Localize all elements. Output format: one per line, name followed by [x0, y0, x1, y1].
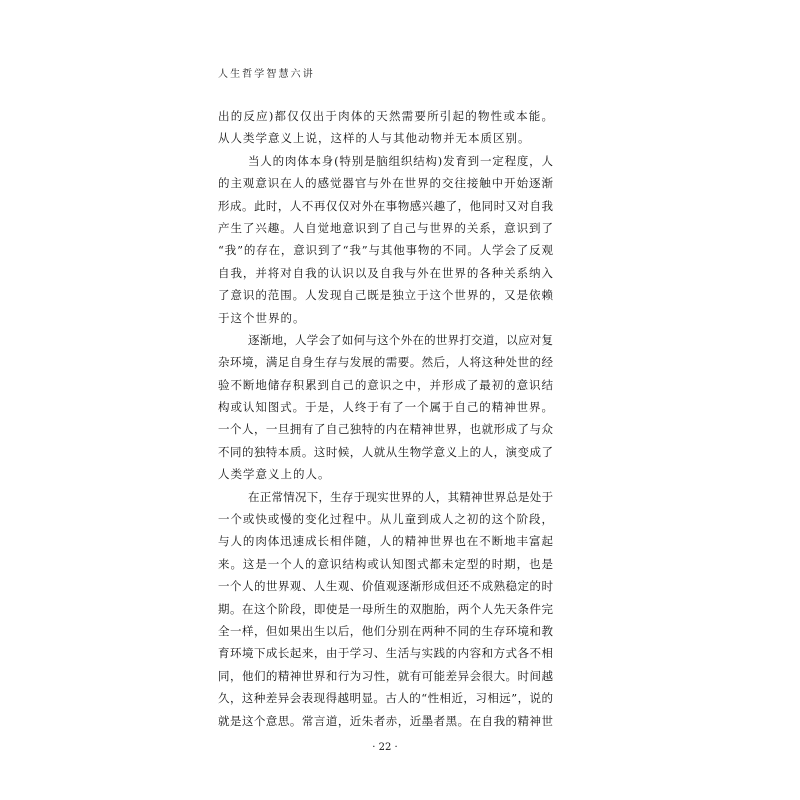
text-line: 一个或快或慢的变化过程中。从儿童到成人之初的这个阶段，	[218, 512, 553, 527]
text-line: 当人的肉体本身(特别是脑组织结构)发育到一定程度，人	[248, 153, 553, 168]
text-line: 就是这个意思。常言道，近朱者赤，近墨者黑。在自我的精神世	[218, 713, 553, 728]
text-line: 全一样，但如果出生以后，他们分别在两种不同的生存环境和教	[218, 623, 553, 638]
paragraph	[218, 150, 553, 329]
text-line: 出的反应)都仅仅出于肉体的天然需要所引起的物性或本能。	[218, 109, 553, 123]
text-line: 自我，并将对自我的认识以及自我与外在世界的各种关系纳入	[218, 265, 553, 280]
text-line: 验不断地储存积累到自己的意识之中，并形成了最初的意识结	[218, 377, 553, 392]
text-line: 在正常情况下，生存于现实世界的人，其精神世界总是处于	[248, 489, 553, 504]
text-line: 人类学意义上的人。	[218, 467, 331, 482]
text-line: 期。在这个阶段，即使是一母所生的双胞胎，两个人先天条件完	[218, 601, 553, 616]
text-line: 了意识的范围。人发现自己既是独立于这个世界的，又是依赖	[218, 288, 553, 303]
text-line: 构或认知图式。于是，人终于有了一个属于自己的精神世界。	[218, 400, 553, 415]
text-line: 与人的肉体迅速成长相伴随，人的精神世界也在不断地丰富起	[218, 534, 553, 549]
text-line: 的主观意识在人的感觉器官与外在世界的交往接触中开始逐渐	[218, 176, 553, 191]
paragraph	[218, 105, 553, 150]
text-line: 育环境下成长起来，由于学习、生活与实践的内容和方式各不相	[218, 646, 553, 661]
text-line: 一个人，一旦拥有了自己独特的内在精神世界，也就形成了与众	[218, 422, 553, 437]
text-line: 于这个世界的。	[218, 310, 306, 325]
text-line: 从人类学意义上说，这样的人与其他动物并无本质区别。	[218, 131, 531, 146]
page-number: · 22 ·	[372, 742, 398, 753]
text-line: 杂环境，满足自身生存与发展的需要。然后，人将这种处世的经	[218, 355, 553, 370]
text-line: 逐渐地，人学会了如何与这个外在的世界打交道，以应对复	[248, 332, 553, 347]
text-line: 一个人的世界观、人生观、价值观逐渐形成但还不成熟稳定的时	[218, 579, 553, 594]
text-line: 产生了兴趣。人自觉地意识到了自己与世界的关系，意识到了	[218, 220, 553, 235]
running-title: 人生哲学智慧六讲	[218, 69, 315, 80]
text-body	[218, 105, 553, 732]
text-line: 来。这是一个人的意识结构或认知图式都未定型的时期，也是	[218, 556, 553, 571]
text-line: 形成。此时，人不再仅仅对外在事物感兴趣了，他同时又对自我	[218, 198, 553, 213]
paragraph	[218, 486, 553, 732]
paragraph	[218, 329, 553, 486]
text-line: 同，他们的精神世界和行为习性，就有可能差异会很大。时间越	[218, 668, 553, 683]
text-line: 久，这种差异会表现得越明显。古人的“性相近，习相远”，说的	[218, 691, 553, 706]
text-line: “我”的存在，意识到了“我”与其他事物的不同。人学会了反观	[218, 243, 553, 258]
text-line: 不同的独特本质。这时候，人就从生物学意义上的人，演变成了	[218, 444, 553, 459]
